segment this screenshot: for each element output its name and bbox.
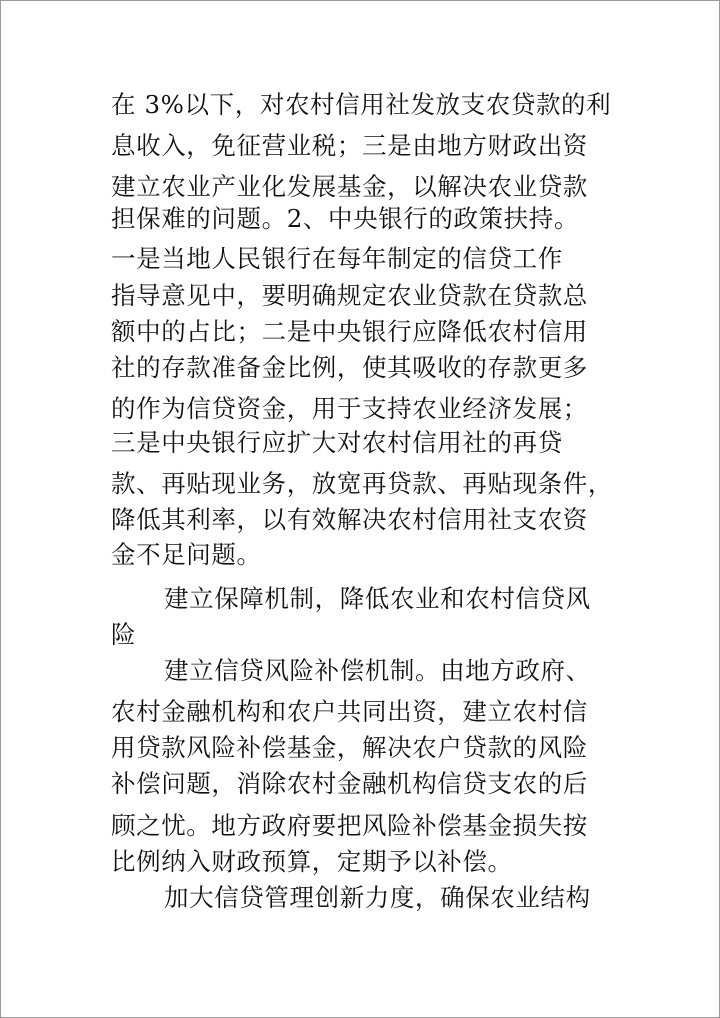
text-line: 顾之忧。地方政府要把风险补偿基金损失按 (111, 811, 588, 840)
text-line: 的作为信贷资金，用于支持农业经济发展； (111, 394, 588, 423)
text-line: 担保难的问题。2、中央银行的政策扶持。 (111, 204, 579, 233)
text-line: 补偿问题，消除农村金融机构信贷支农的后 (111, 769, 588, 798)
text-line: 用贷款风险补偿基金，解决农户贷款的风险 (111, 733, 588, 762)
text-line: 息收入，免征营业税；三是由地方财政出资 (111, 131, 588, 160)
text-line: 加大信贷管理创新力度，确保农业结构 (164, 883, 591, 912)
text-line: 建立信贷风险补偿机制。由地方政府、 (164, 656, 591, 685)
text-line: 指导意见中，要明确规定农业贷款在贷款总 (111, 281, 588, 310)
text-line: 额中的占比；二是中央银行应降低农村信用 (111, 317, 588, 346)
text-line: 建立农业产业化发展基金，以解决农业贷款 (111, 172, 588, 201)
text-line: 三是中央银行应扩大对农村信用社的再贷 (111, 428, 563, 457)
text-line: 在 3%以下，对农村信用社发放支农贷款的利 (111, 90, 612, 119)
text-line: 一是当地人民银行在每年制定的信贷工作 (111, 244, 563, 273)
section-heading-continuation: 险 (111, 620, 137, 649)
text-line: 农村金融机构和农户共同出资，建立农村信 (111, 697, 588, 726)
text-line: 降低其利率，以有效解决农村信用社支农资 (111, 505, 588, 534)
text-line: 比例纳入财政预算，定期予以补偿。 (111, 847, 513, 876)
text-line: 款、再贴现业务，放宽再贷款、再贴现条件， (111, 469, 613, 498)
section-heading: 建立保障机制，降低农业和农村信贷风 (164, 584, 591, 613)
text-line: 社的存款准备金比例，使其吸收的存款更多 (111, 353, 588, 382)
text-line: 金不足问题。 (111, 540, 262, 569)
